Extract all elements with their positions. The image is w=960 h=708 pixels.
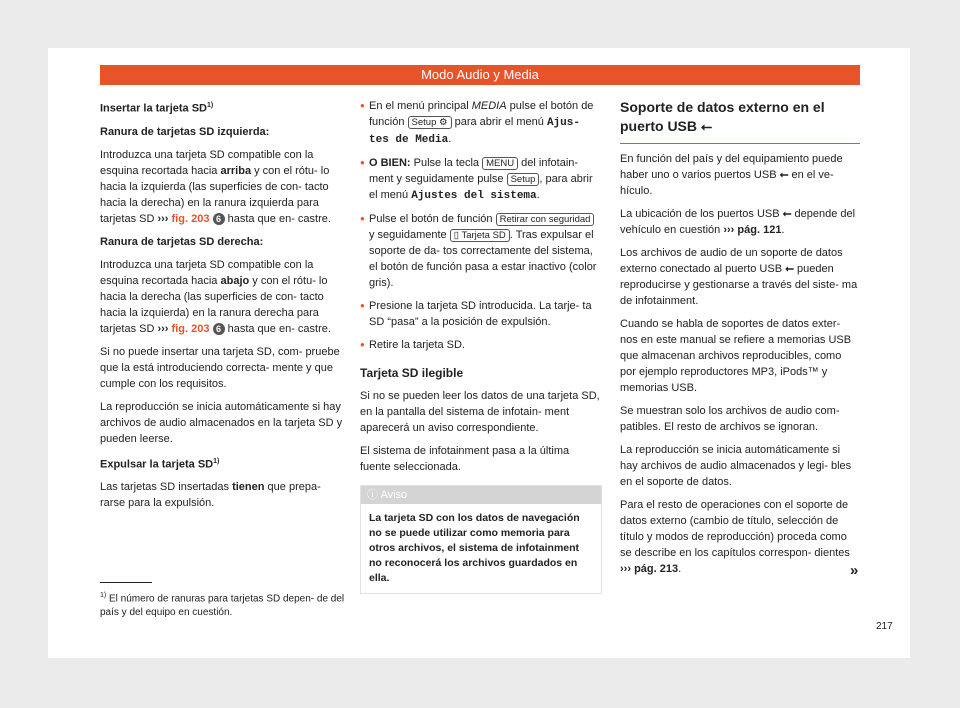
text: . Tras expulsar el soporte de da- tos correctamente del sistema, el botón de función pasa a estar inactivo (color gris). [369,229,597,289]
menu-label: Ajus- tes de Media [369,117,580,146]
step-safe-remove [360,211,602,291]
right-slot-paragraph [100,257,344,337]
text: en el ve- hículo. [620,169,834,197]
text-emphasis: O BIEN: [369,157,411,169]
footnote-ref: 1) [207,102,214,109]
text: Introduzca una tarjeta SD compatible con la esquina recortada hacia [100,258,314,287]
step-press-card: ● Presione la tarjeta SD introducida. La tarje- ta SD “pasa” a la posición de expulsión. [360,298,602,330]
reference-link[interactable] [723,224,781,236]
footnote-ref: 1) [213,457,220,465]
text: En el menú principal [369,100,469,112]
safe-remove-key[interactable]: Retirar con seguridad [496,213,595,226]
figure-link[interactable]: fig. 203 [171,212,210,225]
column-middle [360,98,602,594]
setup-key[interactable]: Setup [507,173,540,186]
eject-heading [100,454,344,473]
key-label: Setup [411,117,437,128]
usb-icon: ⭠ [782,208,792,220]
figure-link[interactable]: fig. 203 [171,322,210,335]
text: Para el resto de operaciones con el soporte de datos externo (cambio de título, selección de título y modos de reproducción) proceda como se describe en los capítulos correspon- dientes [620,499,850,559]
page-number: 217 [876,621,893,632]
text: Pulse el botón de función [369,213,493,225]
footnote [100,589,350,620]
callout-number: 6 [213,323,225,335]
text-emphasis: tienen [232,481,265,494]
usb-icon: ⭠ [700,118,713,134]
section-header [100,65,860,85]
continue-mark: » [850,562,859,579]
text: Pulse la tecla [413,157,480,169]
insert-card-title: Insertar la tarjeta SD [100,102,207,115]
illegible-heading: Tarjeta SD ilegible [360,366,464,380]
info-icon: ⓘ [367,489,378,501]
step-remove-card: ● Retire la tarjeta SD. [360,337,602,353]
autoplay-paragraph: La reproducción se inicia automáticamente si hay archivos de audio almacenados en la tarjeta SD y pueden leerse. [100,400,343,445]
text: pueden reproducirse y gestionarse a través del siste- ma de infotainment. [620,263,858,307]
menu-label: Ajustes del sistema [411,190,537,202]
reference-link[interactable] [620,563,678,575]
text-emphasis: arriba [220,164,252,177]
notice-body: La tarjeta SD con los datos de navegación no se puede utilizar como memoria para otros archivos, el sistema de infotainment no reconocerá los archivos guardados en ella. [369,512,580,584]
footnote-text: El número de ranuras para tarjetas SD depen- de del país y del equipo en cuestión. [100,593,345,619]
footnote-divider [100,582,152,583]
text: Los archivos de audio de un soporte de datos externo conectado al puerto USB [620,247,843,275]
reference-arrow: ››› [620,563,631,575]
text: del infotain- ment y seguidamente pulse [369,157,579,185]
reference-arrow: ››› [157,322,169,335]
text: y con el rótu- lo hacia la izquierda (las superficies de con- tacto hacia la derecha) en la ranura izquierda para tarjetas SD [100,164,330,225]
key-label: Tarjeta SD [461,230,506,241]
usb-paragraph-6: La reproducción se inicia automáticamente si hay archivos de audio almacenados y legi- bles en el soporte de datos. [620,444,852,488]
illegible-paragraph-1: Si no se pueden leer los datos de una tarjeta SD, en la pantalla del sistema de infotain- ment aparecerá un aviso correspondiente. [360,390,600,434]
text: Las tarjetas SD insertadas [100,481,230,494]
text: La ubicación de los puertos USB [620,208,780,220]
setup-key[interactable] [408,116,452,129]
text-emphasis: abajo [220,274,250,287]
notice-header [361,486,601,504]
footnote-mark: 1) [100,592,107,599]
text: En función del país y del equipamiento puede haber uno o varios puertos USB [620,153,843,181]
insert-card-heading [100,98,344,117]
text: , para abrir el menú [369,173,593,201]
usb-paragraph-2: La ubicación de los puertos USB ⭠ depende del vehículo en cuestión ››› pág. 121. [620,208,856,236]
usb-icon: ⭠ [779,169,789,181]
left-slot-heading: Ranura de tarjetas SD izquierda: [100,125,270,138]
settings-icon: ⚙ [439,117,448,128]
text: Introduzca una tarjeta SD compatible con la esquina recortada hacia [100,148,314,177]
notice-title: Aviso [380,489,408,501]
sd-card-icon: ▯ [453,230,459,241]
no-insert-paragraph: Si no puede insertar una tarjeta SD, com- pruebe que la está introduciendo correcta- mente y que cumple con los requisitos. [100,345,340,390]
text: pulse el botón de función [369,100,594,128]
left-slot-paragraph [100,147,344,227]
text: y con el rótu- lo hacia la derecha (las superficies de con- tacto hacia la izquierda) en la ranura derecha para tarjetas SD [100,274,328,335]
menu-name: MEDIA [471,100,507,112]
page-ref: pág. 121 [737,224,782,236]
section-title: Modo Audio y Media [421,67,539,82]
right-slot-heading: Ranura de tarjetas SD derecha: [100,235,264,248]
text: que prepa- rarse para la expulsión. [100,481,321,510]
usb-title-text: Soporte de datos externo en el puerto USB [620,99,825,134]
page-ref: pág. 213 [634,563,679,575]
callout-number: 6 [213,213,225,225]
usb-paragraph-3 [620,245,860,309]
sd-card-key[interactable] [450,229,510,242]
text: y seguidamente [369,229,447,241]
text: hasta que en- castre. [227,212,331,225]
eject-title: Expulsar la tarjeta SD [100,458,214,471]
text: para abrir el menú [454,116,544,128]
step-media-settings: ● En el menú principal MEDIA pulse el botón de función Setup ⚙ para abrir el menú Ajus- tes de Media. [360,98,602,148]
column-left [100,98,344,518]
illegible-paragraph-2: El sistema de infotainment pasa a la última fuente seleccionada. [360,445,570,473]
text: depende del vehículo en cuestión [620,208,856,236]
reference-arrow: ››› [723,224,735,236]
eject-paragraph [100,479,344,511]
usb-icon: ⭠ [785,263,794,275]
usb-paragraph-4: Cuando se habla de soportes de datos exter- nos en este manual se refiere a memorias USB que almacenan archivos reproducibles, como por ejemplo reproductores MP3, iPods™ y memorias USB. [620,318,852,394]
notice-box [360,485,602,594]
usb-paragraph-5: Se muestran solo los archivos de audio com- patibles. El resto de archivos se ignoran. [620,405,840,433]
usb-paragraph-1 [620,151,860,199]
text: hasta que en- castre. [227,322,331,335]
usb-paragraph-7: Para el resto de operaciones con el soporte de datos externo (cambio de título, selección de título y modos de reproducción) proceda como se describe en los capítulos correspon- dientes ››› pág. 213. [620,499,850,575]
step-system-settings: ● O BIEN: Pulse la tecla MENU del infotain- ment y seguidamente pulse Setup , para abrir el menú Ajustes del sistema. [360,155,602,204]
reference-arrow: ››› [157,212,169,225]
column-right [620,98,860,584]
usb-section-title [620,98,860,144]
menu-key[interactable]: MENU [482,157,518,170]
